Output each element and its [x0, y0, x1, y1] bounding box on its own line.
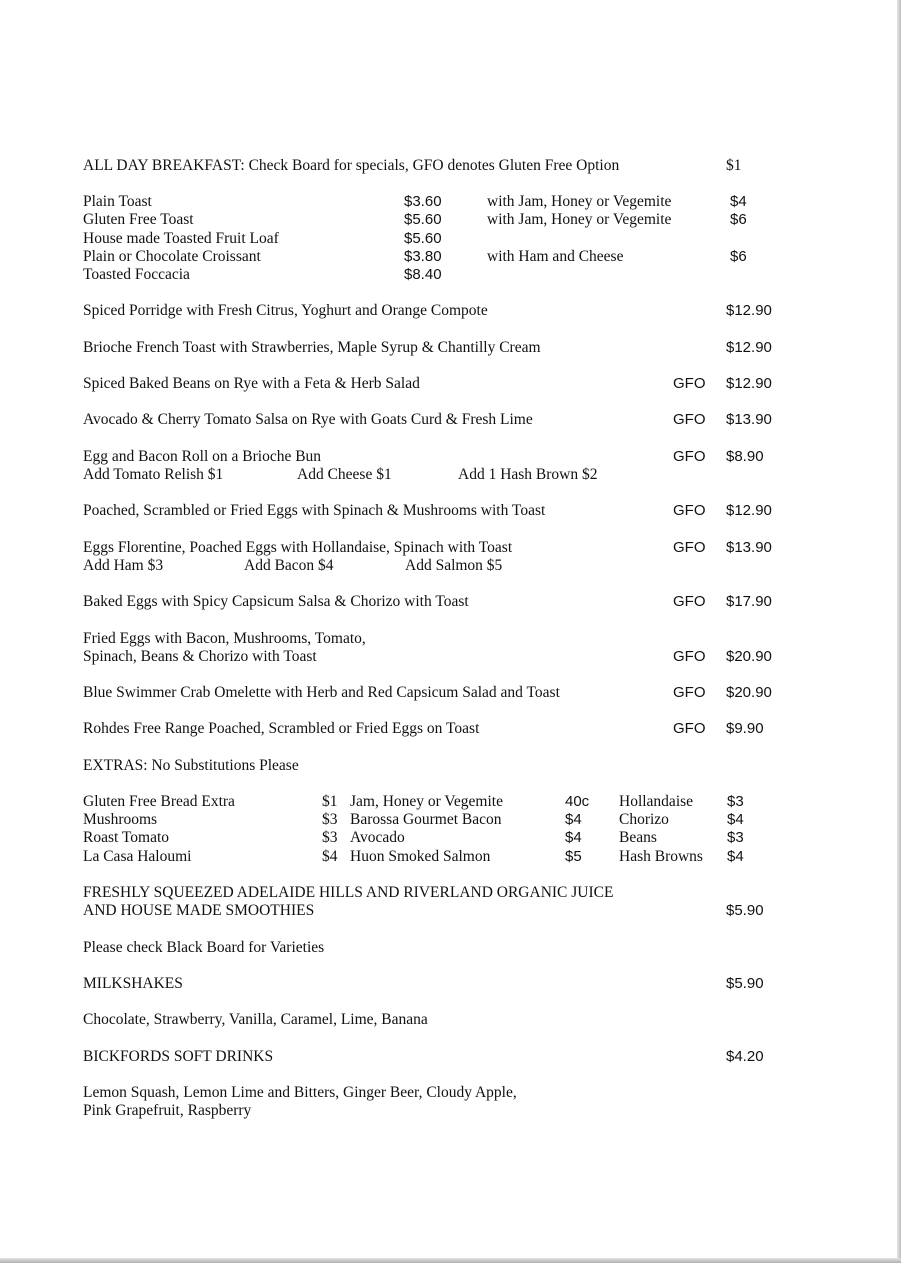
- dish-name: Rohdes Free Range Poached, Scrambled or Fried Eggs on Toast: [83, 720, 480, 737]
- extra-price: $3: [322, 829, 338, 846]
- dish-name: Poached, Scrambled or Fried Eggs with Spinach & Mushrooms with Toast: [83, 502, 546, 519]
- extra-name: Avocado: [350, 829, 405, 846]
- gfo-label: GFO: [673, 684, 706, 701]
- milkshakes-flavours: Chocolate, Strawberry, Vanilla, Caramel, Lime, Banana: [83, 1011, 428, 1028]
- milkshakes-title: MILKSHAKES: [83, 975, 183, 992]
- extra-price: $4: [565, 811, 582, 828]
- dish-name: Avocado & Cherry Tomato Salsa on Rye with Goats Curd & Fresh Lime: [83, 411, 533, 428]
- dish-price: $13.90: [726, 539, 772, 556]
- milkshakes-price: $5.90: [726, 975, 764, 992]
- soft-drinks-list: Lemon Squash, Lemon Lime and Bitters, Ginger Beer, Cloudy Apple,: [83, 1084, 517, 1101]
- gfo-label: GFO: [673, 648, 706, 665]
- extra-price: $3: [322, 811, 338, 828]
- extra-name: Chorizo: [619, 811, 669, 828]
- dish-addon: Add Tomato Relish $1: [83, 466, 224, 483]
- juice-title: FRESHLY SQUEEZED ADELAIDE HILLS AND RIVERLAND ORGANIC JUICE: [83, 884, 614, 901]
- toast-item-addon-price: $6: [730, 248, 747, 265]
- gfo-label: GFO: [673, 502, 706, 519]
- dish-name: Eggs Florentine, Poached Eggs with Hollandaise, Spinach with Toast: [83, 539, 513, 556]
- toast-item-addon-price: $4: [730, 193, 747, 210]
- dish-addon: Add Salmon $5: [405, 557, 503, 574]
- extra-price: $5: [565, 848, 582, 865]
- extra-name: Mushrooms: [83, 811, 158, 828]
- toast-item-name: House made Toasted Fruit Loaf: [83, 230, 279, 247]
- extra-price: $3: [727, 793, 744, 810]
- dish-price: $20.90: [726, 648, 772, 665]
- soft-drinks-price: $4.20: [726, 1048, 764, 1065]
- toast-item-price: $5.60: [404, 230, 442, 247]
- soft-drinks-title: BICKFORDS SOFT DRINKS: [83, 1048, 274, 1065]
- toast-item-name: Plain or Chocolate Croissant: [83, 248, 261, 265]
- extra-name: Huon Smoked Salmon: [350, 848, 491, 865]
- extra-price: $4: [322, 848, 338, 865]
- toast-item-price: $3.80: [404, 248, 442, 265]
- soft-drinks-list: Pink Grapefruit, Raspberry: [83, 1102, 252, 1119]
- dish-addon: Add Cheese $1: [297, 466, 392, 483]
- dish-name: Spiced Porridge with Fresh Citrus, Yoghurt and Orange Compote: [83, 302, 488, 319]
- toast-item-price: $5.60: [404, 211, 442, 228]
- heading-price: $1: [726, 157, 742, 174]
- dish-name: Spinach, Beans & Chorizo with Toast: [83, 648, 317, 665]
- dish-price: $12.90: [726, 302, 772, 319]
- dish-price: $12.90: [726, 375, 772, 392]
- juice-price: $5.90: [726, 902, 764, 919]
- dish-name: Brioche French Toast with Strawberries, Maple Syrup & Chantilly Cream: [83, 339, 541, 356]
- toast-item-price: $8.40: [404, 266, 442, 283]
- dish-name: Fried Eggs with Bacon, Mushrooms, Tomato,: [83, 630, 366, 647]
- dish-price: $12.90: [726, 502, 772, 519]
- dish-addon: Add Bacon $4: [244, 557, 334, 574]
- toast-item-name: Plain Toast: [83, 193, 152, 210]
- toast-item-name: Toasted Foccacia: [83, 266, 190, 283]
- extra-name: Roast Tomato: [83, 829, 170, 846]
- extra-name: La Casa Haloumi: [83, 848, 192, 865]
- page-edge-shadow: [897, 0, 901, 1263]
- extra-price: $4: [727, 848, 744, 865]
- extra-price: $4: [565, 829, 582, 846]
- dish-price: $20.90: [726, 684, 772, 701]
- dish-price: $13.90: [726, 411, 772, 428]
- toast-item-addon: with Ham and Cheese: [487, 248, 624, 265]
- juice-title: AND HOUSE MADE SMOOTHIES: [83, 902, 315, 919]
- extra-name: Hash Browns: [619, 848, 703, 865]
- dish-addon: Add 1 Hash Brown $2: [458, 466, 598, 483]
- extra-name: Jam, Honey or Vegemite: [350, 793, 503, 810]
- extra-price: 40c: [565, 793, 590, 810]
- extras-title: EXTRAS: No Substitutions Please: [83, 757, 299, 774]
- extra-name: Gluten Free Bread Extra: [83, 793, 235, 810]
- juice-note: Please check Black Board for Varieties: [83, 939, 325, 956]
- toast-item-addon-price: $6: [730, 211, 747, 228]
- dish-price: $8.90: [726, 448, 764, 465]
- extra-name: Barossa Gourmet Bacon: [350, 811, 502, 828]
- gfo-label: GFO: [673, 375, 706, 392]
- gfo-label: GFO: [673, 411, 706, 428]
- menu-heading: ALL DAY BREAKFAST: Check Board for specials, GFO denotes Gluten Free Option: [83, 157, 620, 174]
- toast-item-addon: with Jam, Honey or Vegemite: [487, 193, 672, 210]
- gfo-label: GFO: [673, 593, 706, 610]
- dish-name: Baked Eggs with Spicy Capsicum Salsa & Chorizo with Toast: [83, 593, 469, 610]
- extra-name: Hollandaise: [619, 793, 694, 810]
- page-edge-shadow: [0, 1258, 901, 1263]
- extra-price: $4: [727, 811, 744, 828]
- extra-price: $1: [322, 793, 338, 810]
- extra-name: Beans: [619, 829, 657, 846]
- gfo-label: GFO: [673, 448, 706, 465]
- toast-item-addon: with Jam, Honey or Vegemite: [487, 211, 672, 228]
- extra-price: $3: [727, 829, 744, 846]
- gfo-label: GFO: [673, 539, 706, 556]
- dish-name: Blue Swimmer Crab Omelette with Herb and Red Capsicum Salad and Toast: [83, 684, 560, 701]
- dish-name: Spiced Baked Beans on Rye with a Feta & Herb Salad: [83, 375, 420, 392]
- gfo-label: GFO: [673, 720, 706, 737]
- dish-price: $12.90: [726, 339, 772, 356]
- dish-addon: Add Ham $3: [83, 557, 164, 574]
- dish-price: $17.90: [726, 593, 772, 610]
- toast-item-price: $3.60: [404, 193, 442, 210]
- dish-name: Egg and Bacon Roll on a Brioche Bun: [83, 448, 322, 465]
- dish-price: $9.90: [726, 720, 764, 737]
- toast-item-name: Gluten Free Toast: [83, 211, 194, 228]
